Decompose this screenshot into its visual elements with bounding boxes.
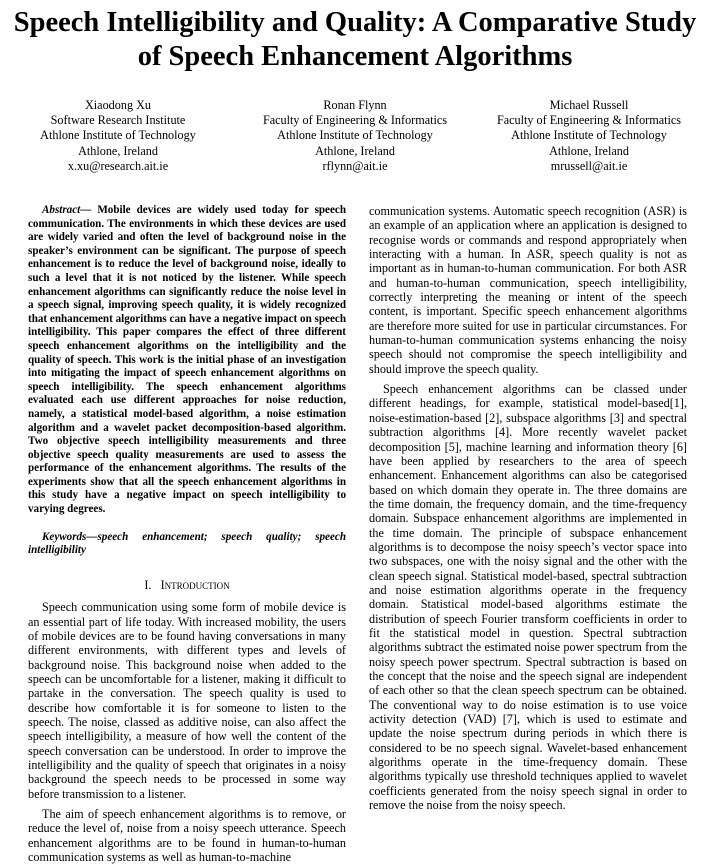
section-number: I. <box>144 577 152 592</box>
author-affiliation: Software Research Institute <box>50 113 186 128</box>
author-location: Athlone, Ireland <box>78 143 158 158</box>
body-paragraph: Speech communication using some form of mobile device is an essential part of life today. With increased mobility, the users of mobile devices are to be found having conversations in many different environments, with different types and levels of background noise. This background noise when added to the speech can be uncomfortable for a listener, making it difficult to partake in the conversation. The speech quality is used to describe how comfortable it is for someone to listen to the speech. The noise, classed as additive noise, can also affect the speech intelligibility, a measure of how well the content of the speech conversation can be understood. In order to improve the intelligibility and the quality of speech that originates in a noisy background the speech needs to be processed in some way before transmission to a listener. <box>28 600 346 801</box>
paper-title: Speech Intelligibility and Quality: A Comparative Study of Speech Enhancement Algorithms <box>13 7 697 72</box>
abstract-text: Mobile devices are widely used today for speech communication. The environments in which these devices are used are widely varied and often the level of background noise in the speaker’s environment can be significant. The purpose of speech enhancement is to reduce the level of background noise, ideally to such a level that it is not noticed by the listener. While speech enhancement algorithms can significantly reduce the noise level in a speech signal, improving speech quality, it is widely recognized that enhancement algorithms can have a negative impact on speech intelligibility. This paper compares the effect of three different speech enhancement algorithms on the intelligibility and the quality of speech. This work is the initial phase of an investigation into mitigating the impact of speech enhancement algorithms on speech intelligibility. The speech enhancement algorithms evaluated each use different approaches for noise reduction, namely, a statistical model-based algorithm, a noise estimation algorithm and a wavelet packet decomposition-based algorithm. Two objective speech intelligibility measurements and three objective speech quality measurements are used to assess the performance of the enhancement algorithms. The results of the experiments show that all the speech enhancement algorithms in this study have a negative impact on speech intelligibility to varying degrees. <box>28 204 346 516</box>
left-column <box>28 204 346 864</box>
author-email: rflynn@ait.ie <box>322 158 388 173</box>
author-affiliation: Faculty of Engineering & Informatics <box>262 113 448 128</box>
section-title: Introduction <box>160 577 230 592</box>
right-column <box>369 204 687 812</box>
abstract-label: Abstract— <box>42 204 92 216</box>
author-name: Ronan Flynn <box>323 98 387 112</box>
author-affiliation: Faculty of Engineering & Informatics <box>496 113 682 128</box>
author-name: Michael Russell <box>549 98 629 112</box>
author-institution: Athlone Institute of Technology <box>511 128 667 143</box>
body-paragraph: communication systems. Automatic speech recognition (ASR) is an example of an application where an application is designed to recognise words or commands and respond appropriately when interacting with a human. In ASR, speech quality is not as important as in human-to-human communication. For both ASR and human-to-human communication, speech intelligibility, correctly interpreting the meaning or intent of the speech content, is important. Specific speech enhancement algorithms are therefore more suited for use in particular circumstances. For human-to-human communication systems enhancing the noisy speech should not compromise the speech intelligibility and should improve the speech quality. <box>369 204 687 376</box>
body-paragraph: The aim of speech enhancement algorithms is to remove, or reduce the level of, noise from a noisy speech utterance. Speech enhancement algorithms are to be found in human-to-human communication systems as well as human-to-machine <box>28 807 346 864</box>
author-institution: Athlone Institute of Technology <box>277 128 433 143</box>
author-location: Athlone, Ireland <box>315 143 395 158</box>
author-3 <box>479 98 699 174</box>
author-2 <box>245 98 465 174</box>
author-email: mrussell@ait.ie <box>550 158 628 173</box>
keywords: Keywords—speech enhancement; speech quality; speech intelligibility <box>28 530 346 557</box>
author-1 <box>8 98 228 174</box>
body-paragraph: Speech enhancement algorithms can be classed under different headings, for example, statistical model-based[1], noise-estimation-based [2], subspace algorithms [3] and spectral subtraction algorithms [4]. More recently wavelet packet decomposition [5], machine learning and information theory [6] have been applied by researchers to the area of speech enhancement. Enhancement algorithms can also be categorised based on which domain they operate in. The three domains are the time domain, the frequency domain, and the time-frequency domain. Subspace enhancement algorithms are implemented in the time domain. The principle of subspace enhancement algorithms is to decompose the noisy speech’s vector space into two subspaces, one with the noisy signal and the other with the clean speech signal. Statistical model-based, spectral subtraction and noise estimation algorithms operate in the frequency domain. Statistical model-based algorithms estimate the distribution of speech Fourier transform coefficients in order to fit the statistical model in question. Spectral subtraction algorithms subtract the estimated noise power spectrum from the noisy speech power spectrum. Spectral subtraction is based on the concept that the noise and the speech signal are independent of each other so that the clean speech spectrum can be obtained. The conventional way to do noise estimation is to use voice activity detection (VAD) [7], which is used to estimate and update the noise spectrum during periods in which there is considered to be no speech signal. Wavelet-based enhancement algorithms operate in the time-frequency domain. These algorithms typically use threshold techniques applied to wavelet coefficients generated from the noisy speech signal in order to remove the noise from the noisy speech. <box>369 382 687 813</box>
section-heading <box>28 578 346 592</box>
author-location: Athlone, Ireland <box>549 143 629 158</box>
author-email: x.xu@research.ait.ie <box>67 158 169 173</box>
author-name: Xiaodong Xu <box>84 98 151 112</box>
author-institution: Athlone Institute of Technology <box>40 128 196 143</box>
abstract <box>28 204 346 517</box>
